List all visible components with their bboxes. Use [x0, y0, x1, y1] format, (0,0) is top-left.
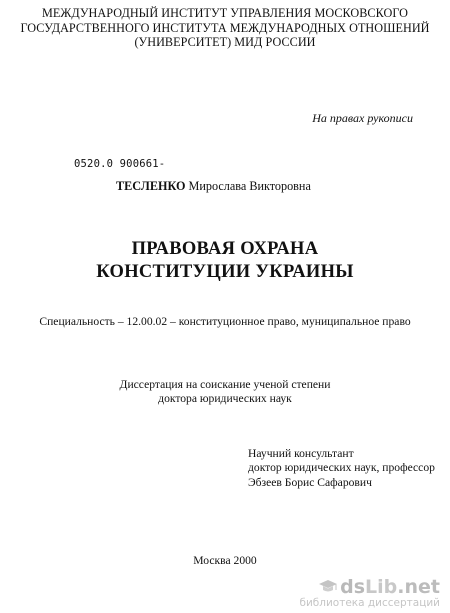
advisor-line: Эбзеев Борис Сафарович	[248, 475, 372, 489]
watermark-logo-net: .net	[397, 576, 440, 598]
institution-header	[0, 6, 450, 50]
watermark-logo-ds: ds	[340, 576, 366, 598]
city-year: Москва 2000	[193, 554, 257, 567]
scientific-advisor	[248, 447, 435, 490]
institution-line: МЕЖДУНАРОДНЫЙ ИНСТИТУТ УПРАВЛЕНИЯ МОСКОВСКОГО	[42, 6, 408, 20]
watermark-logo-lib: Lib	[365, 576, 398, 598]
dslib-watermark	[299, 577, 440, 609]
watermark-logo	[299, 577, 440, 597]
institution-line: (УНИВЕРСИТЕТ) МИД РОССИИ	[134, 35, 316, 49]
watermark-subtitle: библиотека диссертаций	[299, 597, 440, 609]
author-name	[116, 179, 311, 194]
author-surname: ТЕСЛЕНКО	[116, 179, 186, 193]
dissertation-title	[0, 238, 450, 284]
graduation-cap-icon	[318, 578, 338, 596]
title-line: КОНСТИТУЦИИ УКРАИНЫ	[96, 262, 354, 282]
degree-line: доктора юридических наук	[158, 392, 292, 405]
specialty-line: Специальность – 12.00.02 – конституционное право, муниципальное право	[39, 315, 411, 328]
institution-line: ГОСУДАРСТВЕННОГО ИНСТИТУТА МЕЖДУНАРОДНЫХ ОТНОШЕНИЙ	[20, 20, 430, 35]
advisor-line: доктор юридических наук, профессор	[248, 461, 435, 475]
degree-line: Диссертация на соискание ученой степени	[119, 378, 331, 391]
advisor-line: Научний консультант	[248, 447, 354, 460]
author-given-names: Мирослава Викторовна	[188, 179, 311, 193]
title-line: ПРАВОВАЯ ОХРАНА	[131, 239, 319, 259]
degree-statement	[0, 378, 450, 406]
manuscript-rights-note: На правах рукописи	[312, 111, 413, 125]
archive-number: 0520.0 900661-	[74, 158, 166, 170]
